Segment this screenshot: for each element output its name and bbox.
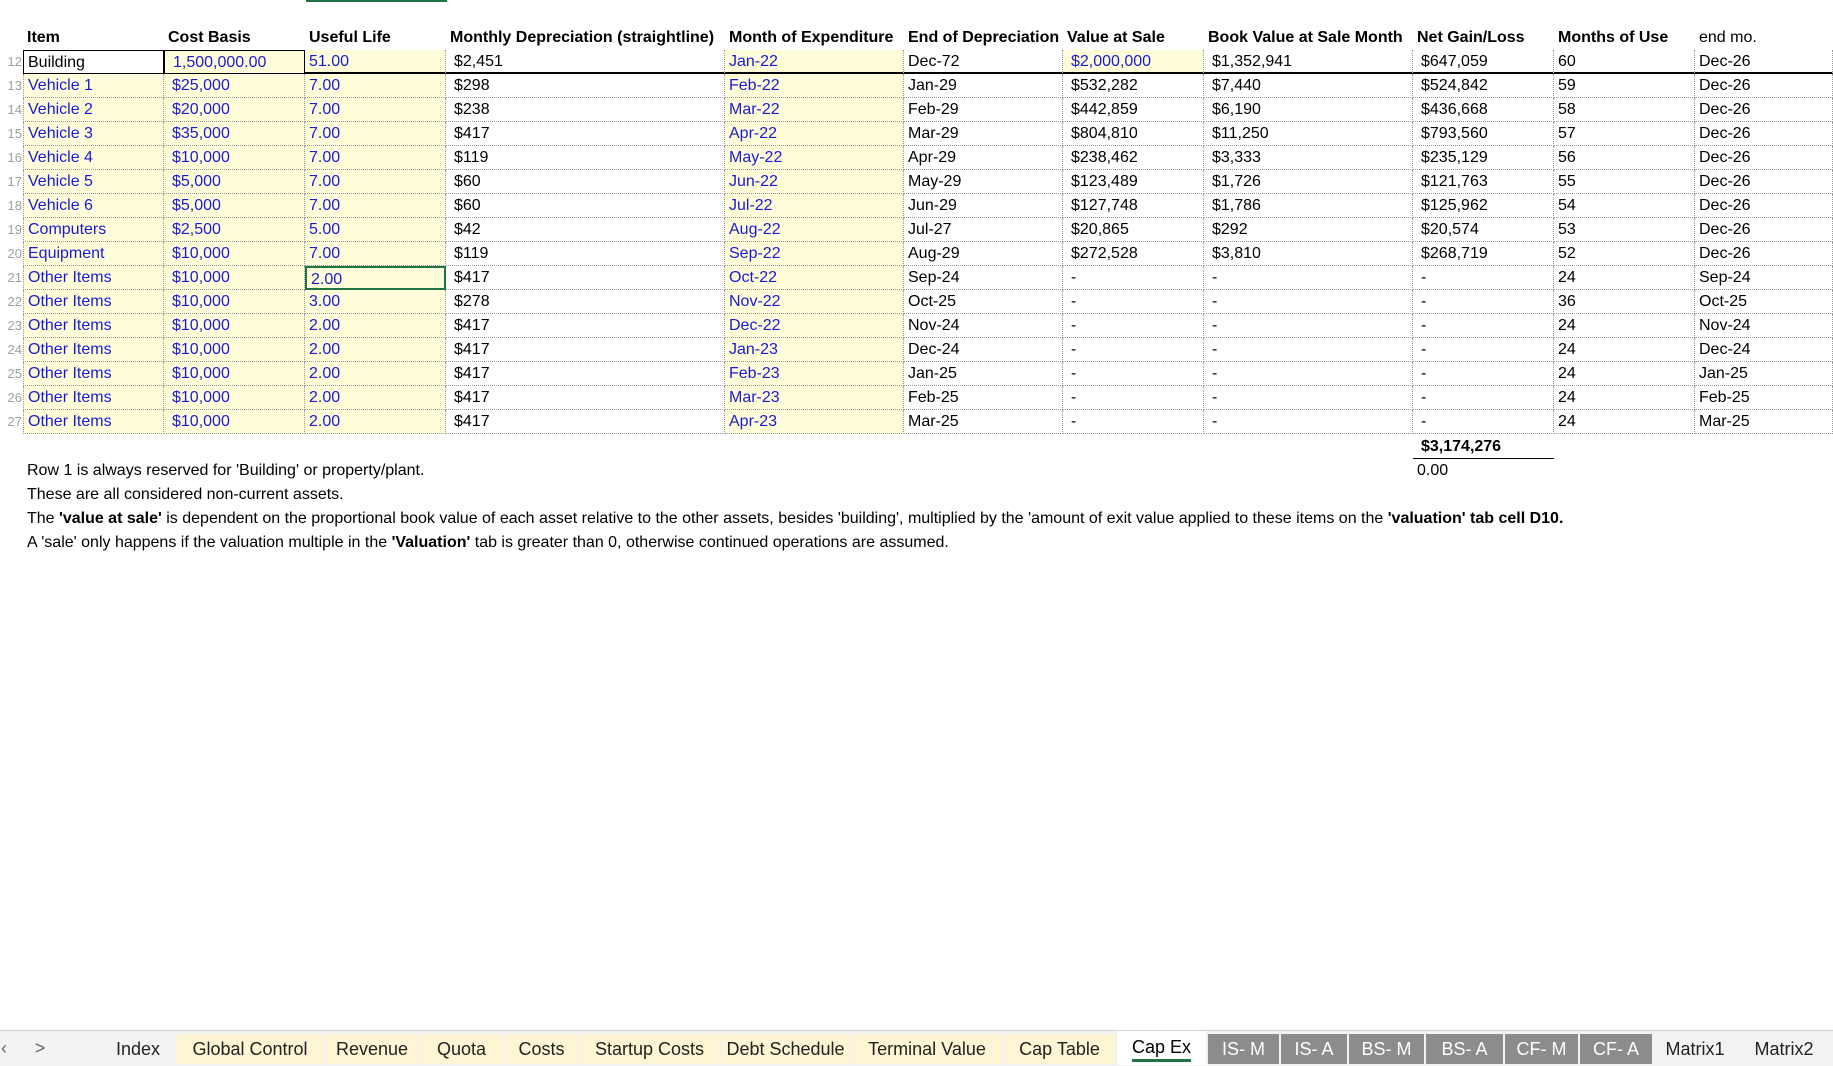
table-row (0, 314, 1833, 338)
note-line-3-a: The (27, 510, 60, 527)
cell-end-of-depreciation[interactable]: Aug-29 (904, 242, 1063, 266)
cell-monthly-depreciation[interactable]: $417 (446, 266, 725, 290)
cell-cost-basis[interactable]: $10,000 (164, 146, 305, 170)
cell-months-of-use[interactable]: 24 (1554, 338, 1695, 362)
cell-value-at-sale[interactable]: - (1063, 386, 1204, 410)
tab-label: Index (115, 1039, 161, 1059)
tab-matrix1[interactable] (1654, 1034, 1736, 1064)
cell-month-of-expenditure[interactable]: Oct-22 (725, 266, 904, 290)
cell-end-month[interactable]: Sep-24 (1695, 266, 1833, 290)
tab-label: CF- M (1516, 1039, 1567, 1059)
cell-end-of-depreciation[interactable]: Nov-24 (904, 314, 1063, 338)
note-line-3-d: 'valuation' tab cell D10. (1387, 510, 1564, 527)
cell-useful-life[interactable]: 3.00 (305, 290, 446, 314)
cell-end-of-depreciation[interactable]: Feb-29 (904, 98, 1063, 122)
row-number[interactable]: 13 (7, 78, 22, 93)
cell-end-month[interactable]: Dec-26 (1695, 98, 1833, 122)
cell-book-value-at-sale[interactable]: $3,333 (1204, 146, 1413, 170)
cell-monthly-depreciation[interactable]: $119 (446, 242, 725, 266)
cell-net-gain-loss[interactable]: $268,719 (1413, 242, 1554, 266)
row-number[interactable]: 23 (7, 318, 22, 333)
tab-label: IS- M (1222, 1039, 1265, 1059)
cell-book-value-at-sale[interactable]: - (1204, 410, 1413, 434)
cell-month-of-expenditure[interactable]: Feb-23 (725, 362, 904, 386)
cell-end-month[interactable]: Dec-26 (1695, 50, 1833, 74)
cell-book-value-at-sale[interactable]: $7,440 (1204, 74, 1413, 98)
cell-value-at-sale[interactable]: $532,282 (1063, 74, 1204, 98)
tab-costs[interactable] (505, 1034, 578, 1064)
note-line-4-b: 'Valuation' (391, 534, 471, 551)
tab-matrix2[interactable] (1738, 1034, 1830, 1064)
cell-value-at-sale[interactable]: - (1063, 410, 1204, 434)
note-line-2: These are all considered non-current assets. (27, 486, 344, 503)
table-row (0, 362, 1833, 386)
tab-label: Terminal Value (868, 1039, 986, 1059)
cell-useful-life[interactable]: 7.00 (305, 122, 446, 146)
cell-month-of-expenditure[interactable]: Apr-22 (725, 122, 904, 146)
cell-cost-basis[interactable]: 1,500,000.00 (164, 50, 305, 74)
cell-useful-life[interactable]: 2.00 (305, 314, 446, 338)
header-end-of-depreciation[interactable]: End of Depreciation (908, 29, 1060, 46)
header-monthly-depreciation[interactable]: Monthly Depreciation (straightline) (450, 29, 715, 46)
table-row (0, 50, 1833, 74)
row-number[interactable]: 22 (7, 294, 22, 309)
cell-cost-basis[interactable]: $10,000 (164, 242, 305, 266)
cell-months-of-use[interactable]: 36 (1554, 290, 1695, 314)
tab-is-m[interactable] (1208, 1034, 1279, 1064)
tab-cf-a[interactable] (1580, 1034, 1652, 1064)
cell-useful-life[interactable]: 2.00 (305, 386, 446, 410)
cell-net-gain-loss[interactable]: $647,059 (1413, 50, 1554, 74)
cell-end-month[interactable]: Dec-26 (1695, 146, 1833, 170)
cell-end-of-depreciation[interactable]: Mar-29 (904, 122, 1063, 146)
tab-label: Debt Schedule (726, 1039, 845, 1059)
table-row (0, 338, 1833, 362)
cell-item[interactable]: Other Items (23, 338, 164, 362)
tab-global-control[interactable] (176, 1034, 324, 1064)
header-value-at-sale[interactable]: Value at Sale (1067, 29, 1165, 46)
cell-months-of-use[interactable]: 60 (1554, 50, 1695, 74)
cell-net-gain-loss[interactable]: - (1413, 290, 1554, 314)
cell-useful-life[interactable]: 2.00 (305, 266, 446, 290)
sheet-tab-bar (0, 1030, 1833, 1066)
cell-cost-basis[interactable]: $10,000 (164, 386, 305, 410)
header-net-gain-loss[interactable]: Net Gain/Loss (1417, 29, 1525, 46)
header-book-value-at-sale[interactable]: Book Value at Sale Month (1208, 29, 1403, 46)
cell-item[interactable]: Vehicle 6 (23, 194, 164, 218)
cell-monthly-depreciation[interactable]: $298 (446, 74, 725, 98)
cell-cost-basis[interactable]: $10,000 (164, 338, 305, 362)
cell-cost-basis[interactable]: $10,000 (164, 362, 305, 386)
cell-end-month[interactable]: Nov-24 (1695, 314, 1833, 338)
check-value[interactable]: 0.00 (1417, 462, 1449, 479)
table-row (0, 386, 1833, 410)
cell-monthly-depreciation[interactable]: $60 (446, 170, 725, 194)
row-number[interactable]: 20 (7, 246, 22, 261)
note-line-3 (27, 507, 1563, 531)
cell-cost-basis[interactable]: $25,000 (164, 74, 305, 98)
cell-book-value-at-sale[interactable]: $11,250 (1204, 122, 1413, 146)
cell-value-at-sale[interactable]: - (1063, 266, 1204, 290)
cell-months-of-use[interactable]: 55 (1554, 170, 1695, 194)
table-row (0, 290, 1833, 314)
cell-book-value-at-sale[interactable]: - (1204, 314, 1413, 338)
cell-end-month[interactable]: Dec-26 (1695, 122, 1833, 146)
cell-cost-basis[interactable]: $10,000 (164, 290, 305, 314)
cell-month-of-expenditure[interactable]: Sep-22 (725, 242, 904, 266)
cell-net-gain-loss[interactable]: $524,842 (1413, 74, 1554, 98)
cell-monthly-depreciation[interactable]: $417 (446, 362, 725, 386)
tab-quota[interactable] (420, 1034, 503, 1064)
table-row (0, 410, 1833, 434)
cell-value-at-sale[interactable]: $127,748 (1063, 194, 1204, 218)
tab-index[interactable] (110, 1034, 166, 1064)
table-row (0, 122, 1833, 146)
cell-net-gain-loss[interactable]: - (1413, 266, 1554, 290)
tab-label: BS- A (1441, 1039, 1488, 1059)
cell-net-gain-loss[interactable]: $121,763 (1413, 170, 1554, 194)
row-number[interactable]: 25 (7, 366, 22, 381)
cell-month-of-expenditure[interactable]: Feb-22 (725, 74, 904, 98)
tab-terminal-value[interactable] (852, 1034, 1002, 1064)
tab-label: Startup Costs (594, 1039, 705, 1059)
tab-label: Costs (518, 1039, 565, 1059)
cell-useful-life[interactable]: 7.00 (305, 74, 446, 98)
tab-revenue[interactable] (326, 1034, 418, 1064)
column-selection-indicator (306, 0, 447, 2)
tab-label: Cap Ex (1132, 1037, 1191, 1062)
cell-end-month[interactable]: Dec-26 (1695, 170, 1833, 194)
cell-book-value-at-sale[interactable]: $1,352,941 (1204, 50, 1413, 74)
cell-monthly-depreciation[interactable]: $238 (446, 98, 725, 122)
tab-label: BS- M (1361, 1039, 1412, 1059)
cell-months-of-use[interactable]: 24 (1554, 314, 1695, 338)
cell-months-of-use[interactable]: 59 (1554, 74, 1695, 98)
cell-months-of-use[interactable]: 54 (1554, 194, 1695, 218)
cell-months-of-use[interactable]: 24 (1554, 362, 1695, 386)
cell-value-at-sale[interactable]: - (1063, 362, 1204, 386)
cell-book-value-at-sale[interactable]: $6,190 (1204, 98, 1413, 122)
cell-end-of-depreciation[interactable]: Feb-25 (904, 386, 1063, 410)
note-line-3-c: is dependent on the proportional book value of each asset relative to the other assets, besides 'building', multiplied by the 'amount of exit value applied to these items on the (161, 510, 1388, 527)
cell-end-month[interactable]: Feb-25 (1695, 386, 1833, 410)
cell-book-value-at-sale[interactable]: - (1204, 386, 1413, 410)
cell-end-of-depreciation[interactable]: Sep-24 (904, 266, 1063, 290)
tab-cf-m[interactable] (1505, 1034, 1578, 1064)
row-number[interactable]: 16 (7, 150, 22, 165)
cell-months-of-use[interactable]: 57 (1554, 122, 1695, 146)
cell-month-of-expenditure[interactable]: Mar-23 (725, 386, 904, 410)
cell-end-of-depreciation[interactable]: Oct-25 (904, 290, 1063, 314)
cell-monthly-depreciation[interactable]: $278 (446, 290, 725, 314)
cell-value-at-sale[interactable]: $20,865 (1063, 218, 1204, 242)
cell-book-value-at-sale[interactable]: $292 (1204, 218, 1413, 242)
row-number[interactable]: 15 (7, 126, 22, 141)
table-row (0, 74, 1833, 98)
tab-label: Matrix2 (1754, 1039, 1814, 1059)
cell-item[interactable]: Other Items (23, 410, 164, 434)
header-month-of-expenditure[interactable]: Month of Expenditure (729, 29, 894, 46)
note-line-1: Row 1 is always reserved for 'Building' or property/plant. (27, 462, 425, 479)
cell-month-of-expenditure[interactable]: Jul-22 (725, 194, 904, 218)
cell-months-of-use[interactable]: 24 (1554, 410, 1695, 434)
cell-months-of-use[interactable]: 24 (1554, 266, 1695, 290)
note-line-4-a: A 'sale' only happens if the valuation multiple in the (27, 534, 392, 551)
row-number[interactable]: 19 (7, 222, 22, 237)
cell-value-at-sale[interactable]: $272,528 (1063, 242, 1204, 266)
header-cost-basis[interactable]: Cost Basis (168, 29, 251, 46)
tab-scroll-right-icon[interactable]: > (34, 1038, 46, 1058)
cell-value-at-sale[interactable]: $2,000,000 (1063, 50, 1204, 74)
cell-useful-life[interactable]: 7.00 (305, 146, 446, 170)
tab-bs-a[interactable] (1426, 1034, 1503, 1064)
cell-item[interactable]: Other Items (23, 266, 164, 290)
row-number[interactable]: 21 (7, 270, 22, 285)
cell-month-of-expenditure[interactable]: Nov-22 (725, 290, 904, 314)
cell-cost-basis[interactable]: $5,000 (164, 170, 305, 194)
table-row (0, 170, 1833, 194)
cell-end-month[interactable]: Dec-26 (1695, 242, 1833, 266)
header-end-month[interactable]: end mo. (1699, 29, 1757, 46)
table-row (0, 146, 1833, 170)
cell-end-of-depreciation[interactable]: Apr-29 (904, 146, 1063, 170)
cell-end-month[interactable]: Dec-26 (1695, 194, 1833, 218)
cell-end-of-depreciation[interactable]: Jan-25 (904, 362, 1063, 386)
tab-label: Global Control (192, 1039, 308, 1059)
tab-cap-table[interactable] (1004, 1034, 1115, 1064)
cell-useful-life[interactable]: 2.00 (305, 338, 446, 362)
cell-cost-basis[interactable]: $10,000 (164, 410, 305, 434)
cell-net-gain-loss[interactable]: $235,129 (1413, 146, 1554, 170)
tab-is-a[interactable] (1281, 1034, 1347, 1064)
cell-end-of-depreciation[interactable]: Mar-25 (904, 410, 1063, 434)
cell-item[interactable]: Vehicle 5 (23, 170, 164, 194)
cell-month-of-expenditure[interactable]: Jan-22 (725, 50, 904, 74)
note-line-4-c: tab is greater than 0, otherwise continued operations are assumed. (470, 534, 949, 551)
cell-value-at-sale[interactable]: $442,859 (1063, 98, 1204, 122)
table-row (0, 242, 1833, 266)
cell-monthly-depreciation[interactable]: $2,451 (446, 50, 725, 74)
header-months-of-use[interactable]: Months of Use (1558, 29, 1669, 46)
cell-cost-basis[interactable]: $35,000 (164, 122, 305, 146)
cell-value-at-sale[interactable]: - (1063, 314, 1204, 338)
row-number[interactable]: 26 (7, 390, 22, 405)
cell-item[interactable]: Building (23, 50, 164, 74)
cell-months-of-use[interactable]: 24 (1554, 386, 1695, 410)
cell-end-month[interactable]: Dec-24 (1695, 338, 1833, 362)
net-gain-total[interactable]: $3,174,276 (1413, 435, 1554, 459)
cell-monthly-depreciation[interactable]: $119 (446, 146, 725, 170)
tab-label: Revenue (335, 1039, 409, 1059)
tab-label: CF- A (1592, 1039, 1639, 1059)
cell-cost-basis[interactable]: $10,000 (164, 314, 305, 338)
cell-month-of-expenditure[interactable]: Jun-22 (725, 170, 904, 194)
cell-end-month[interactable]: Mar-25 (1695, 410, 1833, 434)
cell-item[interactable]: Vehicle 2 (23, 98, 164, 122)
cell-end-of-depreciation[interactable]: May-29 (904, 170, 1063, 194)
cell-value-at-sale[interactable]: $238,462 (1063, 146, 1204, 170)
cell-item[interactable]: Other Items (23, 386, 164, 410)
note-line-4 (27, 531, 949, 555)
tab-cap-ex[interactable] (1117, 1031, 1206, 1065)
table-row (0, 194, 1833, 218)
note-line-3-b: 'value at sale' (59, 510, 162, 527)
cell-value-at-sale[interactable]: - (1063, 338, 1204, 362)
cell-value-at-sale[interactable]: $123,489 (1063, 170, 1204, 194)
cell-end-month[interactable]: Jan-25 (1695, 362, 1833, 386)
cell-monthly-depreciation[interactable]: $417 (446, 314, 725, 338)
cell-useful-life[interactable]: 7.00 (305, 242, 446, 266)
row-number[interactable]: 17 (7, 174, 22, 189)
table-row (0, 218, 1833, 242)
row-number[interactable]: 24 (7, 342, 22, 357)
cell-end-of-depreciation[interactable]: Jun-29 (904, 194, 1063, 218)
tab-label: Matrix1 (1665, 1039, 1725, 1059)
header-useful-life[interactable]: Useful Life (309, 29, 391, 46)
header-item[interactable]: Item (27, 29, 60, 46)
cell-net-gain-loss[interactable]: $125,962 (1413, 194, 1554, 218)
cell-book-value-at-sale[interactable]: - (1204, 362, 1413, 386)
cell-end-month[interactable]: Dec-26 (1695, 218, 1833, 242)
cell-month-of-expenditure[interactable]: Jan-23 (725, 338, 904, 362)
tab-bs-m[interactable] (1349, 1034, 1424, 1064)
table-row (0, 98, 1833, 122)
cell-useful-life[interactable]: 2.00 (305, 362, 446, 386)
cell-monthly-depreciation[interactable]: $42 (446, 218, 725, 242)
row-number[interactable]: 12 (7, 54, 22, 69)
row-number[interactable]: 18 (7, 198, 22, 213)
tab-startup-costs[interactable] (580, 1034, 719, 1064)
cell-monthly-depreciation[interactable]: $60 (446, 194, 725, 218)
cell-month-of-expenditure[interactable]: Mar-22 (725, 98, 904, 122)
cell-net-gain-loss[interactable]: - (1413, 314, 1554, 338)
cell-item[interactable]: Computers (23, 218, 164, 242)
cell-item[interactable]: Other Items (23, 290, 164, 314)
cell-monthly-depreciation[interactable]: $417 (446, 122, 725, 146)
cell-book-value-at-sale[interactable]: $1,726 (1204, 170, 1413, 194)
cell-monthly-depreciation[interactable]: $417 (446, 386, 725, 410)
cell-useful-life[interactable]: 7.00 (305, 170, 446, 194)
cell-net-gain-loss[interactable]: - (1413, 410, 1554, 434)
cell-months-of-use[interactable]: 53 (1554, 218, 1695, 242)
cell-useful-life[interactable]: 2.00 (305, 410, 446, 434)
cell-month-of-expenditure[interactable]: Aug-22 (725, 218, 904, 242)
cell-end-of-depreciation[interactable]: Jan-29 (904, 74, 1063, 98)
cell-value-at-sale[interactable]: - (1063, 290, 1204, 314)
row-number[interactable]: 14 (7, 102, 22, 117)
table-row (0, 266, 1833, 290)
tab-label: Quota (436, 1039, 487, 1059)
cell-item[interactable]: Other Items (23, 314, 164, 338)
cell-item[interactable]: Other Items (23, 362, 164, 386)
cell-net-gain-loss[interactable]: $20,574 (1413, 218, 1554, 242)
row-number[interactable]: 27 (7, 414, 22, 429)
cell-net-gain-loss[interactable]: $436,668 (1413, 98, 1554, 122)
cell-months-of-use[interactable]: 58 (1554, 98, 1695, 122)
cell-useful-life[interactable]: 7.00 (305, 194, 446, 218)
cell-end-of-depreciation[interactable]: Jul-27 (904, 218, 1063, 242)
cell-item[interactable]: Vehicle 1 (23, 74, 164, 98)
cell-useful-life[interactable]: 51.00 (305, 50, 446, 74)
cell-cost-basis[interactable]: $5,000 (164, 194, 305, 218)
cell-net-gain-loss[interactable]: - (1413, 386, 1554, 410)
cell-end-month[interactable]: Oct-25 (1695, 290, 1833, 314)
cell-cost-basis[interactable]: $2,500 (164, 218, 305, 242)
cell-useful-life[interactable]: 7.00 (305, 98, 446, 122)
cell-cost-basis[interactable]: $20,000 (164, 98, 305, 122)
cell-value-at-sale[interactable]: $804,810 (1063, 122, 1204, 146)
tab-debt-schedule[interactable] (721, 1034, 850, 1064)
cell-monthly-depreciation[interactable]: $417 (446, 338, 725, 362)
cell-item[interactable]: Equipment (23, 242, 164, 266)
cell-net-gain-loss[interactable]: - (1413, 362, 1554, 386)
cell-cost-basis[interactable]: $10,000 (164, 266, 305, 290)
cell-monthly-depreciation[interactable]: $417 (446, 410, 725, 434)
cell-net-gain-loss[interactable]: $793,560 (1413, 122, 1554, 146)
cell-month-of-expenditure[interactable]: May-22 (725, 146, 904, 170)
cell-item[interactable]: Vehicle 3 (23, 122, 164, 146)
cell-months-of-use[interactable]: 56 (1554, 146, 1695, 170)
cell-month-of-expenditure[interactable]: Apr-23 (725, 410, 904, 434)
tab-scroll-left-icon[interactable]: ‹ (1, 1038, 7, 1058)
cell-book-value-at-sale[interactable]: - (1204, 338, 1413, 362)
tab-label: Cap Table (1019, 1039, 1100, 1059)
header-row (0, 26, 1833, 50)
tab-label: IS- A (1294, 1039, 1334, 1059)
cell-item[interactable]: Vehicle 4 (23, 146, 164, 170)
cell-book-value-at-sale[interactable]: $1,786 (1204, 194, 1413, 218)
cell-end-of-depreciation[interactable]: Dec-72 (904, 50, 1063, 74)
cell-book-value-at-sale[interactable]: - (1204, 266, 1413, 290)
cell-months-of-use[interactable]: 52 (1554, 242, 1695, 266)
cell-book-value-at-sale[interactable]: - (1204, 290, 1413, 314)
cell-month-of-expenditure[interactable]: Dec-22 (725, 314, 904, 338)
cell-end-of-depreciation[interactable]: Dec-24 (904, 338, 1063, 362)
cell-useful-life[interactable]: 5.00 (305, 218, 446, 242)
cell-end-month[interactable]: Dec-26 (1695, 74, 1833, 98)
cell-net-gain-loss[interactable]: - (1413, 338, 1554, 362)
cell-book-value-at-sale[interactable]: $3,810 (1204, 242, 1413, 266)
